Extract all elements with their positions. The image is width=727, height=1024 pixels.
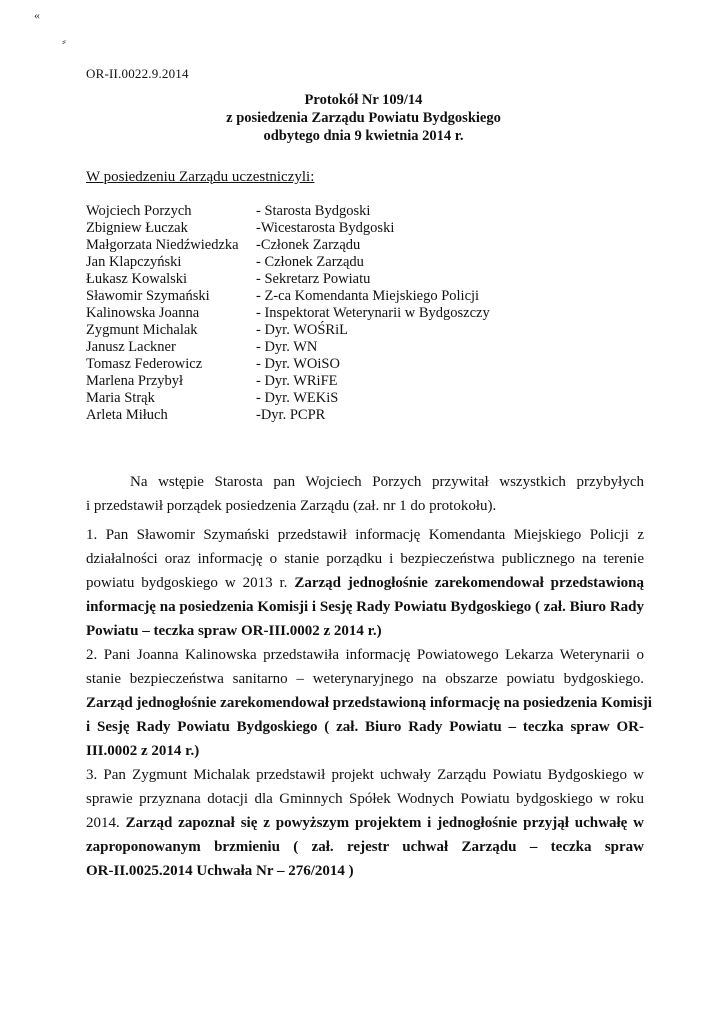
- item3-line-1: 3. Pan Zygmunt Michalak przedstawił projekt uchwały Zarządu Powiatu Bydgoskiego w: [86, 767, 644, 783]
- attendee-role: - Dyr. WRiFE: [256, 373, 338, 389]
- attendee-name: Łukasz Kowalski: [86, 271, 188, 287]
- attendee-role: - Dyr. WOiSO: [256, 356, 340, 372]
- attendee-row: [86, 407, 646, 424]
- attendee-row: [86, 322, 646, 339]
- attendee-row: [86, 288, 646, 305]
- attendee-row: [86, 305, 646, 322]
- item1-line-3-bold: Zarząd jednogłośnie zarekomendował przedstawioną: [294, 575, 644, 591]
- item3-line-3: [86, 811, 644, 835]
- attendees-heading: W posiedzeniu Zarządu uczestniczyli:: [86, 169, 315, 185]
- attendee-role: - Starosta Bydgoski: [256, 203, 371, 219]
- attendee-role: - Dyr. WEKiS: [256, 390, 339, 406]
- item2-line-5: III.0002 z 2014 r.): [86, 743, 200, 759]
- item1-line-1: 1. Pan Sławomir Szymański przedstawił informację Komendanta Miejskiego Policji z: [86, 527, 644, 543]
- agenda-item-2: [86, 643, 652, 763]
- attendee-role: -Dyr. PCPR: [256, 407, 326, 423]
- attendee-row: [86, 271, 646, 288]
- attendee-row: [86, 390, 646, 407]
- title-line-2: z posiedzenia Zarządu Powiatu Bydgoskiego: [226, 110, 501, 126]
- attendee-role: - Dyr. WOŚRiL: [256, 322, 348, 338]
- intro-paragraph: [86, 470, 644, 518]
- item1-line-2: działalności oraz informację o stanie porządku i bezpieczeństwa publicznego na terenie: [86, 551, 644, 567]
- agenda-item-3: [86, 763, 644, 883]
- item3-line-4: zaproponowanym brzmieniu ( zał. rejestr uchwał Zarządu – teczka spraw: [86, 839, 644, 855]
- attendee-name: Janusz Lackner: [86, 339, 176, 355]
- attendee-role: -Członek Zarządu: [256, 237, 361, 253]
- attendee-role: - Z-ca Komendanta Miejskiego Policji: [256, 288, 480, 304]
- attendee-name: Marlena Przybył: [86, 373, 184, 389]
- attendee-role: -Wicestarosta Bydgoski: [256, 220, 395, 236]
- item2-line-4: i Sesję Rady Powiatu Bydgoskiego ( zał. Biuro Rady Powiatu – teczka spraw OR-: [86, 719, 644, 735]
- document-reference: OR-II.0022.9.2014: [86, 66, 189, 81]
- agenda-item-1: [86, 523, 644, 643]
- attendee-row: [86, 220, 646, 237]
- intro-line-2: i przedstawił porządek posiedzenia Zarządu (zał. nr 1 do protokołu).: [86, 498, 497, 514]
- attendee-name: Wojciech Porzych: [86, 203, 192, 219]
- attendee-row: [86, 356, 646, 373]
- item2-line-1: 2. Pani Joanna Kalinowska przedstawiła informację Powiatowego Lekarza Weterynarii o: [86, 647, 644, 663]
- item3-line-3-plain: 2014.: [86, 815, 126, 831]
- attendee-row: [86, 203, 646, 220]
- attendee-role: - Inspektorat Weterynarii w Bydgoszczy: [256, 305, 490, 321]
- item1-line-5: Powiatu – teczka spraw OR-III.0002 z 2014 r.): [86, 623, 382, 639]
- attendee-name: Jan Klapczyński: [86, 254, 182, 270]
- title-line-3: odbytego dnia 9 kwietnia 2014 r.: [263, 128, 464, 144]
- attendee-row: [86, 339, 646, 356]
- attendee-name: Arleta Miłuch: [86, 407, 168, 423]
- attendee-name: Zbigniew Łuczak: [86, 220, 188, 236]
- intro-line-1: Na wstępie Starosta pan Wojciech Porzych przywitał wszystkich przybyłych: [130, 474, 644, 490]
- attendee-role: - Dyr. WN: [256, 339, 318, 355]
- attendee-name: Maria Strąk: [86, 390, 155, 406]
- attendee-name: Sławomir Szymański: [86, 288, 210, 304]
- item2-line-2: stanie bezpieczeństwa sanitarno – weterynaryjnego na obszarze powiatu bydgoskiego.: [86, 671, 644, 687]
- attendee-role: - Sekretarz Powiatu: [256, 271, 371, 287]
- scan-mark-second: ⸗: [62, 34, 66, 48]
- item3-line-3-bold: Zarząd zapoznał się z powyższym projektem i jednogłośnie przyjął uchwałę w: [125, 815, 644, 831]
- title-line-1: Protokół Nr 109/14: [304, 92, 423, 108]
- item1-line-3: [86, 571, 644, 595]
- item2-line-3: Zarząd jednogłośnie zarekomendował przedstawioną informację na posiedzenia Komisji: [86, 695, 652, 711]
- item1-line-3-plain: powiatu bydgoskiego w 2013 r.: [86, 575, 295, 591]
- attendee-row: [86, 254, 646, 271]
- item3-line-2: sprawie przyznana dotacji dla Gminnych Spółek Wodnych Powiatu bydgoskiego w roku: [86, 791, 644, 807]
- attendee-name: Tomasz Federowicz: [86, 356, 203, 372]
- attendee-name: Zygmunt Michalak: [86, 322, 198, 338]
- scan-mark-top: «: [34, 8, 40, 22]
- attendee-name: Małgorzata Niedźwiedzka: [86, 237, 239, 253]
- attendee-row: [86, 373, 646, 390]
- item1-line-4: informację na posiedzenia Komisji i Sesję Rady Powiatu Bydgoskiego ( zał. Biuro Rady: [86, 599, 644, 615]
- item3-line-5: OR-II.0025.2014 Uchwała Nr – 276/2014 ): [86, 863, 354, 879]
- attendee-row: [86, 237, 646, 254]
- attendee-role: - Członek Zarządu: [256, 254, 364, 270]
- attendee-name: Kalinowska Joanna: [86, 305, 200, 321]
